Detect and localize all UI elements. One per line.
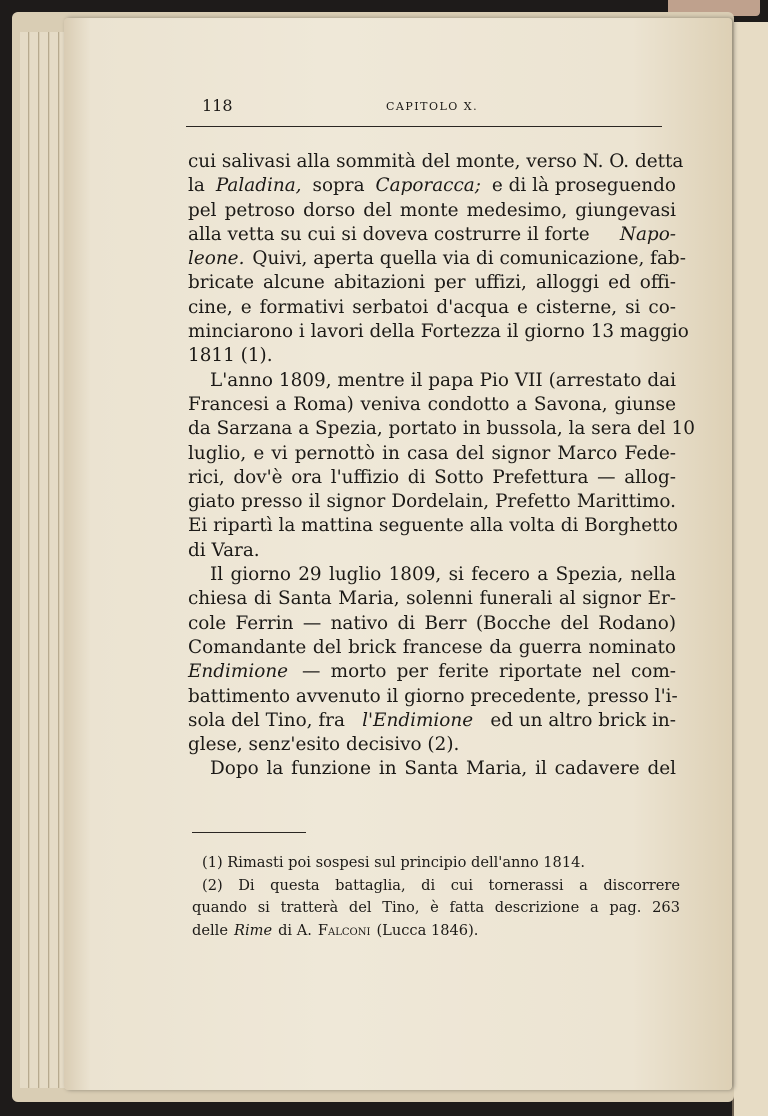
text-line: cine, e formativi serbatoi d'acqua e cisterne, si co-	[188, 296, 676, 318]
page-number: 118	[202, 96, 233, 115]
text-line: leone. Quivi, aperta quella via di comunicazione, fab-	[188, 248, 686, 270]
chapter-title: CAPITOLO X.	[386, 100, 479, 113]
text-line: luglio, e vi pernottò in casa del signor Marco Fede-	[188, 442, 676, 464]
text-line: rici, dov'è ora l'uffizio di Sotto Prefettura — allog-	[188, 466, 676, 488]
text-line: la Paladina, sopra Caporacca; e di là proseguendo	[188, 175, 676, 197]
text-line: Endimione — morto per ferite riportate nel com-	[188, 661, 676, 683]
text-line: cole Ferrin — nativo di Berr (Bocche del Rodano)	[188, 612, 676, 634]
text-line: battimento avvenuto il giorno precedente, presso l'i-	[188, 685, 678, 707]
text-line: Dopo la funzione in Santa Maria, il cadavere del	[210, 758, 676, 780]
text-line: di Vara.	[188, 539, 260, 561]
text-line: giato presso il signor Dordelain, Prefetto Marittimo.	[188, 491, 676, 513]
text-line: Il giorno 29 luglio 1809, si fecero a Spezia, nella	[210, 564, 676, 586]
footnotes	[192, 852, 680, 942]
text-line: sola del Tino, fra l'Endimione ed un altro brick in-	[188, 709, 676, 731]
footnote-rule	[192, 832, 306, 833]
text-line: 1811 (1).	[188, 345, 273, 367]
footnote-line: quando si tratterà del Tino, è fatta descrizione a pag. 263	[192, 899, 680, 916]
header-rule	[186, 126, 662, 127]
text-line: minciarono i lavori della Fortezza il giorno 13 maggio	[188, 321, 689, 343]
text-line: Ei ripartì la mattina seguente alla volta di Borghetto	[188, 515, 678, 537]
body-text	[188, 150, 695, 782]
running-header	[186, 96, 662, 118]
text-line: alla vetta su cui si doveva costrurre il forte Napo-	[188, 223, 676, 245]
text-line: L'anno 1809, mentre il papa Pio VII (arrestato dai	[210, 369, 676, 391]
footnote-line: (1) Rimasti poi sospesi sul principio dell'anno 1814.	[202, 854, 586, 871]
facing-page-edge	[732, 22, 768, 1116]
text-line: chiesa di Santa Maria, solenni funerali al signor Er-	[188, 588, 676, 610]
text-line: Comandante del brick francese da guerra nominato	[188, 636, 676, 658]
text-line: da Sarzana a Spezia, portato in bussola, la sera del 10	[188, 418, 695, 440]
text-line: cui salivasi alla sommità del monte, verso N. O. detta	[188, 151, 684, 172]
text-line: glese, senz'esito decisivo (2).	[188, 734, 460, 756]
text-line: Francesi a Roma) veniva condotto a Savona, giunse	[188, 393, 676, 415]
text-line: pel petroso dorso del monte medesimo, giungevasi	[188, 199, 676, 221]
footnote-line: delle Rime di A. Falconi (Lucca 1846).	[192, 921, 479, 939]
text-line: bricate alcune abitazioni per uffizi, alloggi ed offi-	[188, 272, 676, 294]
footnote-line: (2) Di questa battaglia, di cui tornerassi a discorrere	[202, 876, 680, 894]
